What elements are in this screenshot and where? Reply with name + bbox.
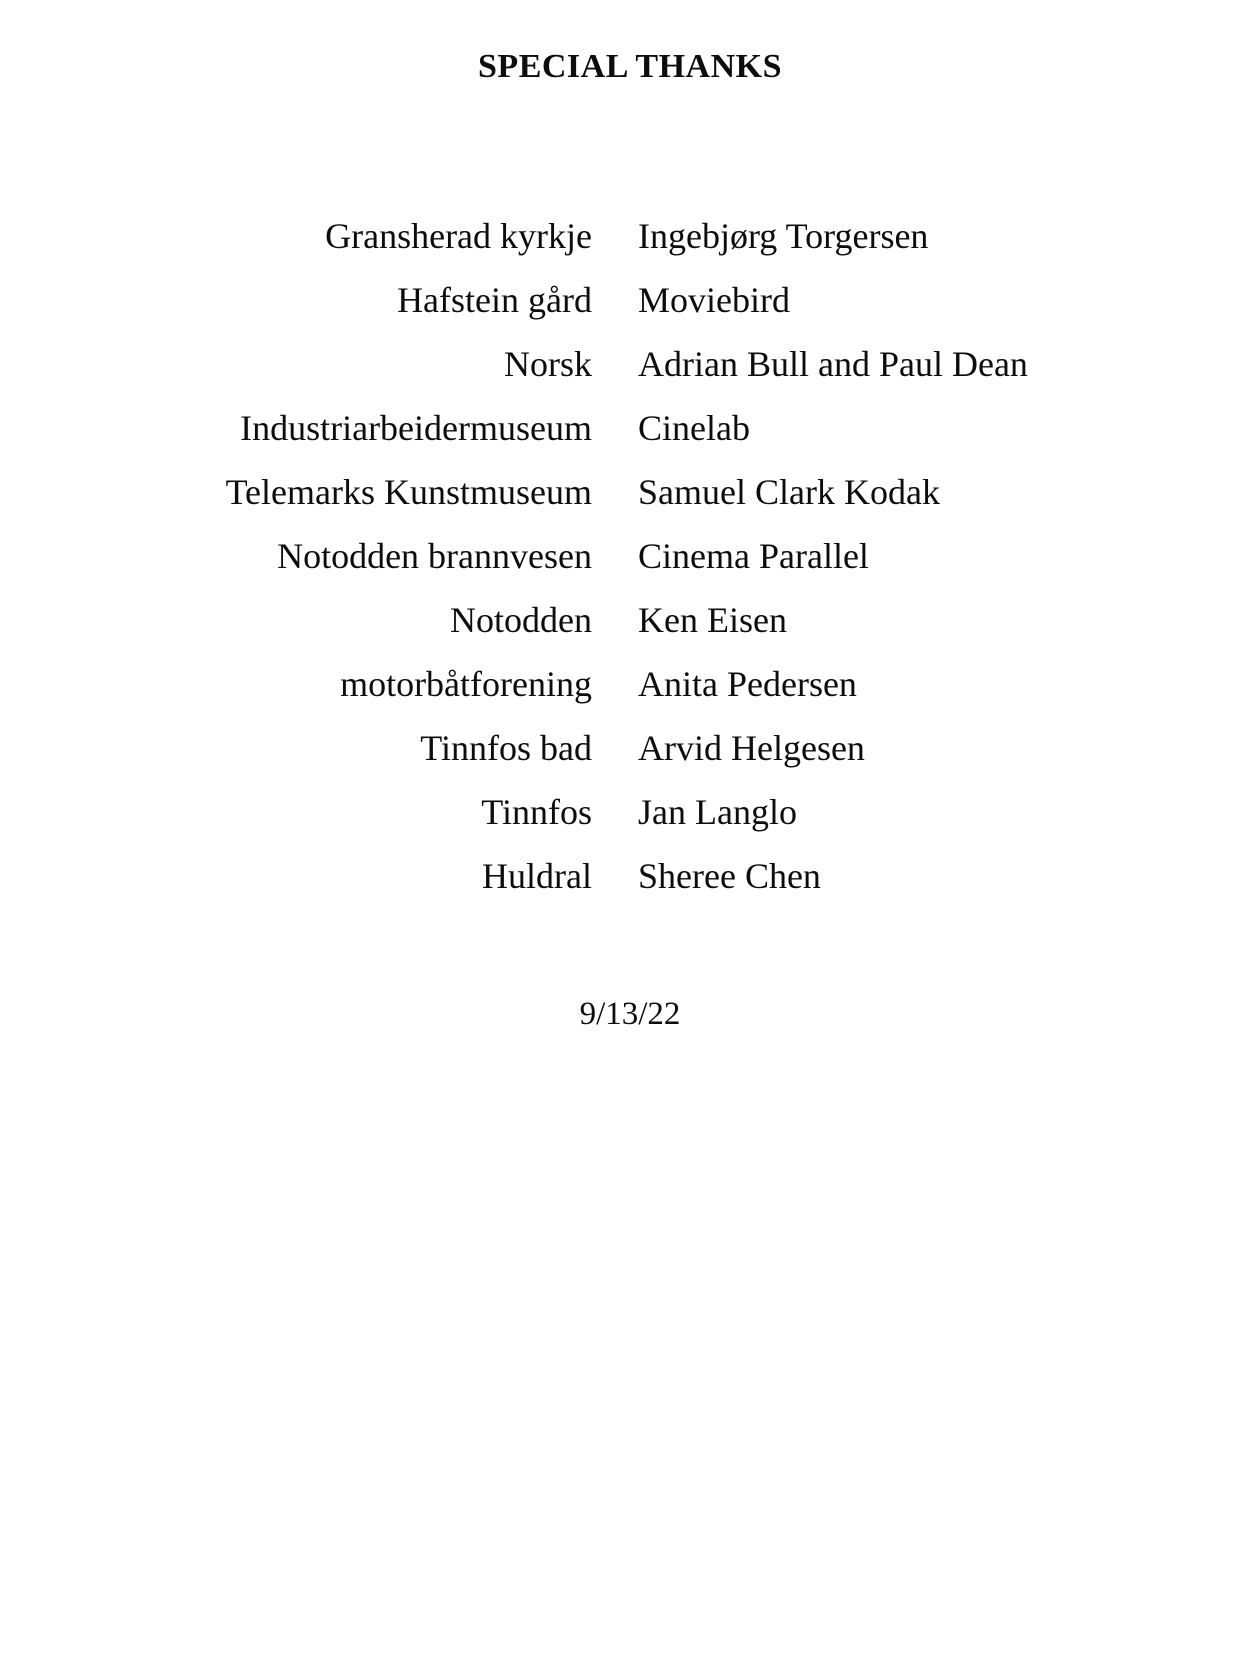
- page-title: SPECIAL THANKS: [478, 48, 782, 85]
- list-item: Telemarks Kunstmuseum: [225, 472, 592, 512]
- list-item: Sheree Chen: [638, 856, 821, 896]
- list-item: Cinema Parallel: [638, 536, 869, 576]
- list-item: Notodden: [450, 600, 592, 640]
- list-item: Samuel Clark Kodak: [638, 472, 940, 512]
- list-item: Industriarbeidermuseum: [240, 408, 592, 448]
- list-item: Ingebjørg Torgersen: [638, 216, 929, 256]
- list-item: Tinnfos bad: [420, 728, 592, 768]
- credits-columns: [0, 204, 1260, 908]
- list-item: Tinnfos: [481, 792, 592, 832]
- list-item: Gransherad kyrkje: [325, 216, 592, 256]
- list-item: motorbåtforening: [340, 664, 592, 704]
- list-item: Norsk: [504, 344, 592, 384]
- list-item: Arvid Helgesen: [638, 728, 865, 768]
- list-item: Huldral: [482, 856, 592, 896]
- list-item: Anita Pedersen: [638, 664, 857, 704]
- list-item: Cinelab: [638, 408, 750, 448]
- list-item: Moviebird: [638, 280, 790, 320]
- credits-column-right: [600, 204, 1140, 908]
- credits-column-left: [120, 204, 600, 908]
- list-item: Ken Eisen: [638, 600, 787, 640]
- list-item: Hafstein gård: [397, 280, 592, 320]
- list-item: Jan Langlo: [638, 792, 797, 832]
- list-item: Adrian Bull and Paul Dean: [638, 344, 1028, 384]
- list-item: Notodden brannvesen: [277, 536, 592, 576]
- date-text: 9/13/22: [579, 996, 681, 1032]
